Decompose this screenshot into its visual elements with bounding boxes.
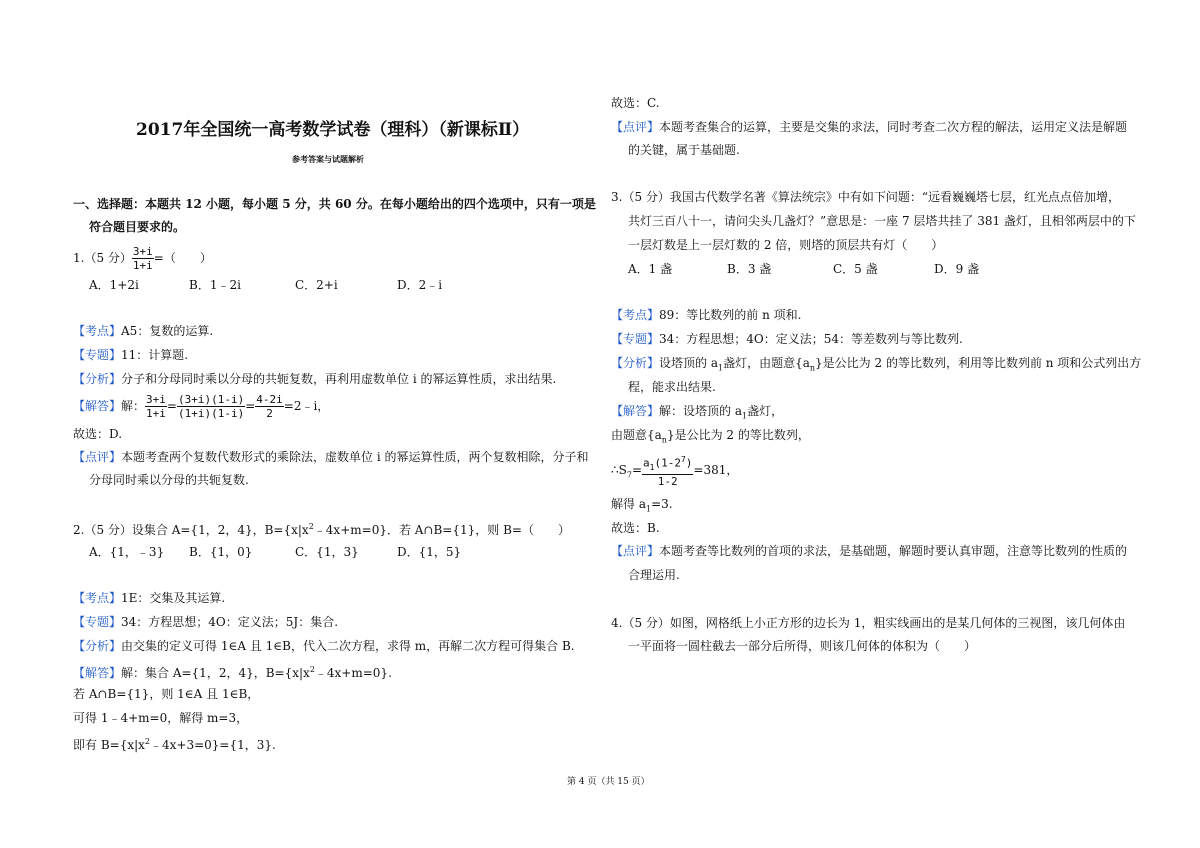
q3-dianping-line2: 合理运用. (628, 568, 680, 582)
q3-jieda: 【解答】解：设塔顶的 $a_1$盏灯， (611, 404, 784, 421)
q3-dianping-line1: 【点评】本题考查等比数列的首项的求法，是基础题，解题时要认真审题，注意等比数列的性质的 (611, 544, 1128, 558)
q1-option-c: C．2+i (295, 278, 338, 292)
q1-stem: 1.（5 分） $\frac{3+i}{1+i}$ =（ ） (73, 245, 212, 272)
q3-option-b: B．3 盏 (727, 262, 772, 276)
q1-kaodian: 【考点】A5：复数的运算. (73, 324, 214, 338)
q3-zhuanti: 【专题】34：方程思想；4O：定义法；54：等差数列与等比数列. (611, 332, 963, 346)
q1-option-b: B．1﹣2i (189, 278, 241, 292)
q3-fenxi-line2: 程，能求出结果. (628, 380, 716, 394)
q3-s7-formula: $\therefore S_7=$ $\frac{a_1(1-2^7)}{1-2}$ =381， (611, 455, 739, 488)
q1-jieda: 【解答】解： $\frac{3+i}{1+i}$ = $\frac{(3+i)(1-i)}{(1+i)(1-i)}$ = $\frac{4-2i}{2}$ =2﹣i， (73, 393, 330, 420)
q3-solve: 解得 $a_1=3$. (611, 497, 673, 514)
q3-stem-line3: 一层灯数是上一层灯数的 2 倍，则塔的顶层共有灯（ ） (628, 238, 944, 252)
q1-zhuanti: 【专题】11：计算题. (73, 348, 189, 362)
q1-fenxi: 【分析】分子和分母同时乘以分母的共轭复数，再利用虚数单位 i 的幂运算性质，求出结果. (73, 372, 557, 386)
q2-option-d: D．{1，5} (397, 545, 462, 559)
q4-stem-line1: 4.（5 分）如图，网格纸上小正方形的边长为 1，粗实线画出的是某几何体的三视图，该几何体由 (611, 616, 1126, 630)
q3-option-d: D．9 盏 (934, 262, 980, 276)
page-title: 2017年全国统一高考数学试卷（理科）（新课标Ⅱ） (136, 120, 530, 140)
q3-option-c: C．5 盏 (833, 262, 878, 276)
q2-zhuanti: 【专题】34：方程思想；4O：定义法；5J：集合. (73, 615, 339, 629)
q4-stem-line2: 一平面将一圆柱截去一部分后所得，则该几何体的体积为（ ） (628, 639, 977, 653)
q1-answer: 故选：D. (73, 427, 123, 441)
q3-answer: 故选：B. (611, 521, 660, 535)
page-footer: 第 4 页（共 15 页） (567, 777, 650, 787)
q3-s7-fraction: $\frac{a_1(1-2^7)}{1-2}$ (643, 455, 693, 488)
q2-dianping-line2: 的关键，属于基础题. (628, 143, 740, 157)
q3-fenxi-line1: 【分析】设塔顶的 $a_1$盏灯，由题意$\{a_n\}$是公比为 2 的等比数列，利用等比数列前 n 项和公式列出方 (611, 356, 1142, 373)
q1-option-d: D．2﹣i (397, 278, 443, 292)
q2-fenxi: 【分析】由交集的定义可得 1∈A 且 1∈B，代入二次方程，求得 m，再解二次方程可得集合 B. (73, 639, 575, 653)
q2-jieda: 【解答】解：集合 A={1，2，4}，$B=\{x|x^2﹣4x+m=0\}$. (73, 665, 392, 680)
q1-option-a: A．1+2i (89, 278, 139, 292)
q3-stem-line1: 3.（5 分）我国古代数学名著《算法统宗》中有如下问题：“远看巍巍塔七层，红光点点倍加增， (611, 190, 1121, 204)
q1-fraction: $\frac{3+i}{1+i}$ (132, 245, 153, 272)
q3-kaodian: 【考点】89：等比数列的前 n 项和. (611, 308, 802, 322)
section-heading-line1: 一、选择题：本题共 12 小题，每小题 5 分，共 60 分。在每小题给出的四个选项中，只有一项是 (73, 197, 596, 211)
page-subtitle: 参考答案与试题解析 (292, 154, 364, 164)
q2-stem: 2.（5 分）设集合 A={1，2，4}，$B=\{x|x^2﹣4x+m=0\}$．若 A∩B={1}，则 B=（ ） (73, 522, 570, 537)
q2-option-a: A．{1，﹣3} (89, 545, 165, 559)
q1-dianping-line1: 【点评】本题考查两个复数代数形式的乘除法，虚数单位 i 的幂运算性质，两个复数相除，分子和 (73, 450, 589, 464)
q2-step2: 可得 1﹣4+m=0，解得 m=3， (73, 711, 249, 725)
q2-answer: 故选：C. (611, 96, 660, 110)
q2-dianping-line1: 【点评】本题考查集合的运算，主要是交集的求法，同时考查二次方程的解法，运用定义法是解题 (611, 120, 1128, 134)
q2-kaodian: 【考点】1E：交集及其运算. (73, 591, 226, 605)
q3-stem-line2: 共灯三百八十一，请问尖头几盏灯？”意思是：一座 7 层塔共挂了 381 盏灯，且相邻两层中的下 (628, 214, 1136, 228)
section-heading-line2: 符合题目要求的。 (89, 220, 186, 234)
q3-option-a: A．1 盏 (628, 262, 673, 276)
q2-option-c: C．{1，3} (295, 545, 359, 559)
q2-step1: 若 A∩B={1}，则 1∈A 且 1∈B， (73, 687, 260, 701)
q1-number: 1.（5 分） (73, 251, 132, 265)
q2-option-b: B．{1，0} (189, 545, 253, 559)
q1-dianping-line2: 分母同时乘以分母的共轭复数. (89, 473, 249, 487)
q3-step-tiyi: 由题意$\{a_n\}$是公比为 2 的等比数列， (611, 428, 810, 445)
q2-step3: 即有 $B=\{x|x^2﹣4x+3=0\}=\{1$，3}. (73, 737, 276, 752)
